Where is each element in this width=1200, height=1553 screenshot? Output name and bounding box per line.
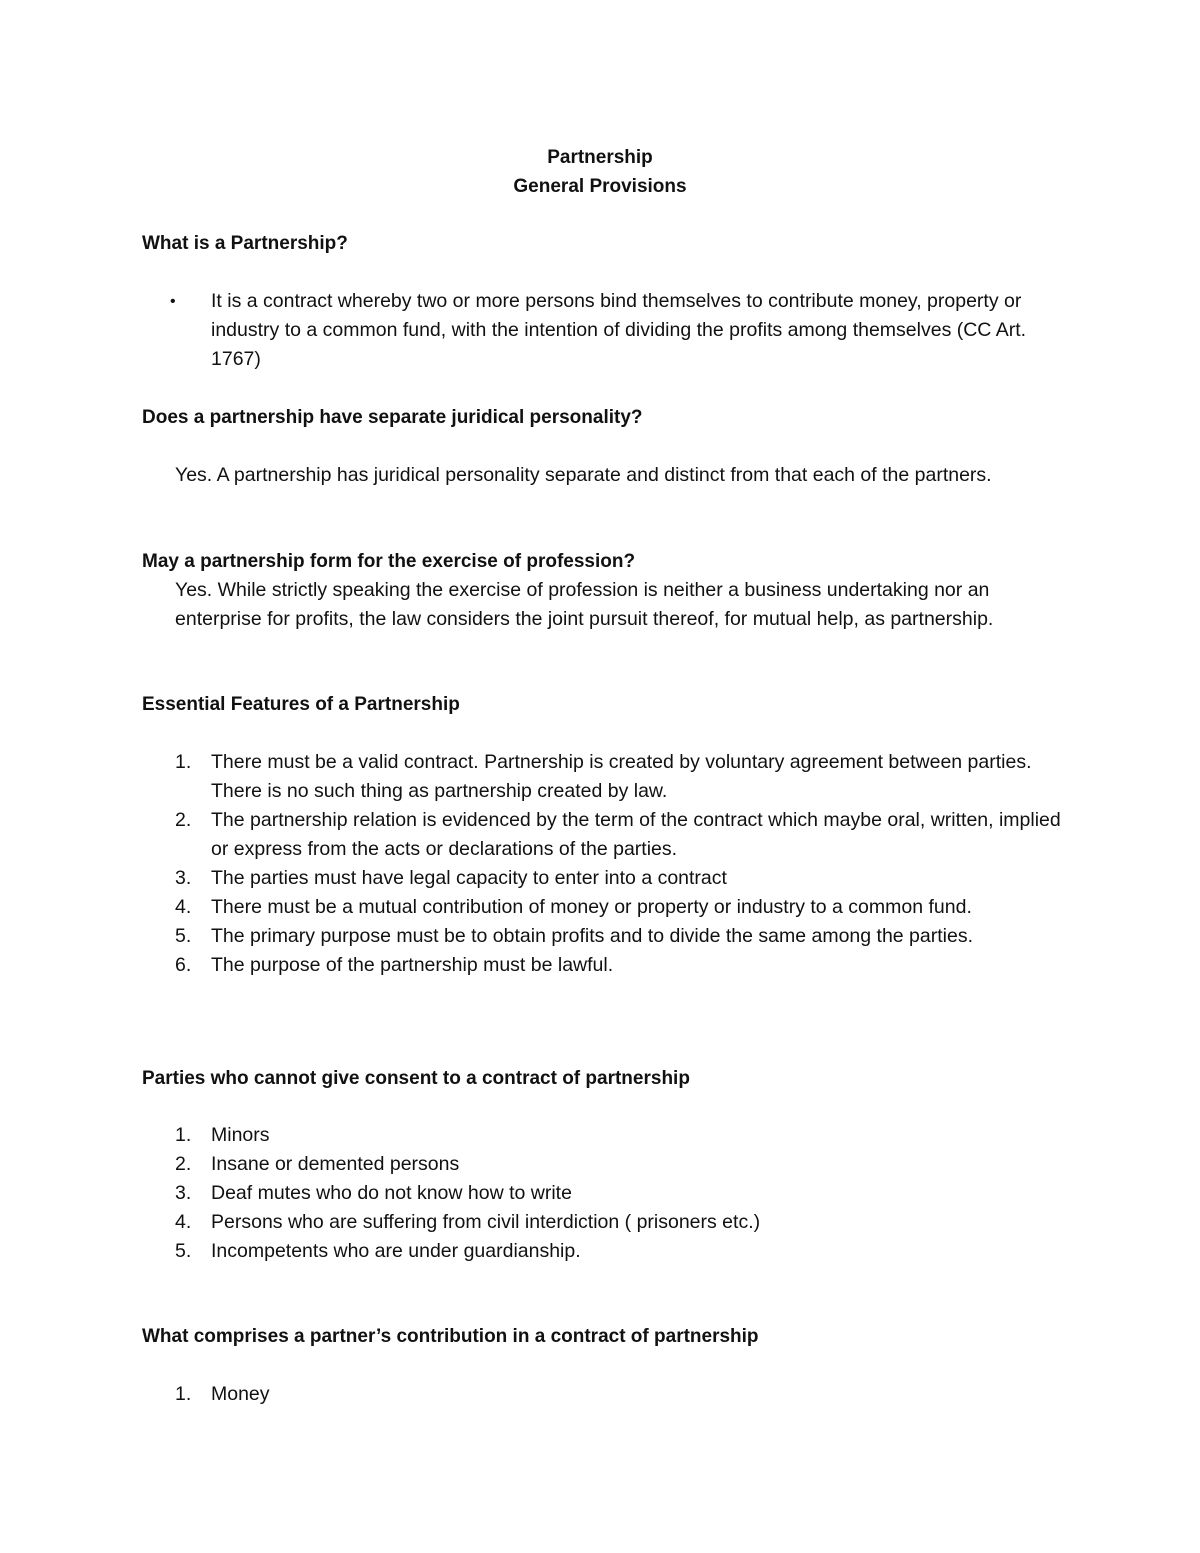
heading-partner-contribution: What comprises a partner’s contribution in a contract of partnership xyxy=(142,1326,759,1347)
list-number: 4. xyxy=(175,1211,192,1233)
definition-bullet-list xyxy=(142,287,1062,374)
list-item-text: It is a contract whereby two or more persons bind themselves to contribute money, property or industry to a common fund, with the intention of dividing the profits among themselves (CC Art. 1767) xyxy=(211,290,1027,370)
list-number: 2. xyxy=(175,1153,192,1175)
list-item-text: Insane or demented persons xyxy=(211,1153,460,1175)
list-item xyxy=(142,1179,1062,1208)
list-number: 5. xyxy=(175,1240,192,1262)
heading-essential-features: Essential Features of a Partnership xyxy=(142,694,460,715)
list-item-text: Minors xyxy=(211,1124,270,1146)
list-item-text: Deaf mutes who do not know how to write xyxy=(211,1182,572,1204)
heading-juridical-personality: Does a partnership have separate juridical personality? xyxy=(142,407,643,428)
heading-what-is-partnership: What is a Partnership? xyxy=(142,233,348,254)
list-number: 5. xyxy=(175,925,192,947)
essential-features-list xyxy=(142,748,1062,980)
list-item xyxy=(142,1121,1062,1150)
list-item xyxy=(142,951,1062,980)
list-item xyxy=(142,806,1062,864)
list-item xyxy=(142,287,1062,374)
list-number: 3. xyxy=(175,867,192,889)
list-item-text: The purpose of the partnership must be lawful. xyxy=(211,954,614,976)
parties-cannot-consent-list xyxy=(142,1121,1062,1266)
document-title xyxy=(0,143,1200,201)
heading-parties-cannot-consent: Parties who cannot give consent to a contract of partnership xyxy=(142,1068,690,1089)
list-number: 4. xyxy=(175,896,192,918)
list-number: 3. xyxy=(175,1182,192,1204)
list-number: 1. xyxy=(175,751,192,773)
list-item-text: There must be a mutual contribution of money or property or industry to a common fund. xyxy=(211,896,972,918)
list-item xyxy=(142,893,1062,922)
answer-juridical-personality: Yes. A partnership has juridical personality separate and distinct from that each of the partners. xyxy=(175,464,992,486)
answer-exercise-of-profession: Yes. While strictly speaking the exercise of profession is neither a business undertaking nor an enterprise for profits, the law considers the joint pursuit thereof, for mutual help, as partnership. xyxy=(175,579,994,630)
list-item xyxy=(142,748,1062,806)
list-item-text: Money xyxy=(211,1383,270,1405)
partner-contribution-list xyxy=(142,1380,1062,1409)
list-item-text: Persons who are suffering from civil interdiction ( prisoners etc.) xyxy=(211,1211,761,1233)
list-item-text: The partnership relation is evidenced by the term of the contract which maybe oral, written, implied or express from the acts or declarations of the parties. xyxy=(211,809,1061,860)
list-number: 2. xyxy=(175,809,192,831)
list-item xyxy=(142,1150,1062,1179)
list-item-text: The primary purpose must be to obtain profits and to divide the same among the parties. xyxy=(211,925,973,947)
list-item-text: The parties must have legal capacity to enter into a contract xyxy=(211,867,727,889)
heading-exercise-of-profession: May a partnership form for the exercise of profession? xyxy=(142,551,636,572)
list-number: 1. xyxy=(175,1383,192,1405)
title-line-2: General Provisions xyxy=(513,176,687,197)
list-item-text: Incompetents who are under guardianship. xyxy=(211,1240,581,1262)
bullet-icon: • xyxy=(170,293,176,310)
list-number: 1. xyxy=(175,1124,192,1146)
list-item-text: There must be a valid contract. Partnership is created by voluntary agreement between parties. There is no such thing as partnership created by law. xyxy=(211,751,1032,802)
list-item xyxy=(142,1237,1062,1266)
list-item xyxy=(142,1380,1062,1409)
list-number: 6. xyxy=(175,954,192,976)
list-item xyxy=(142,864,1062,893)
list-item xyxy=(142,922,1062,951)
title-line-1: Partnership xyxy=(547,147,653,168)
list-item xyxy=(142,1208,1062,1237)
